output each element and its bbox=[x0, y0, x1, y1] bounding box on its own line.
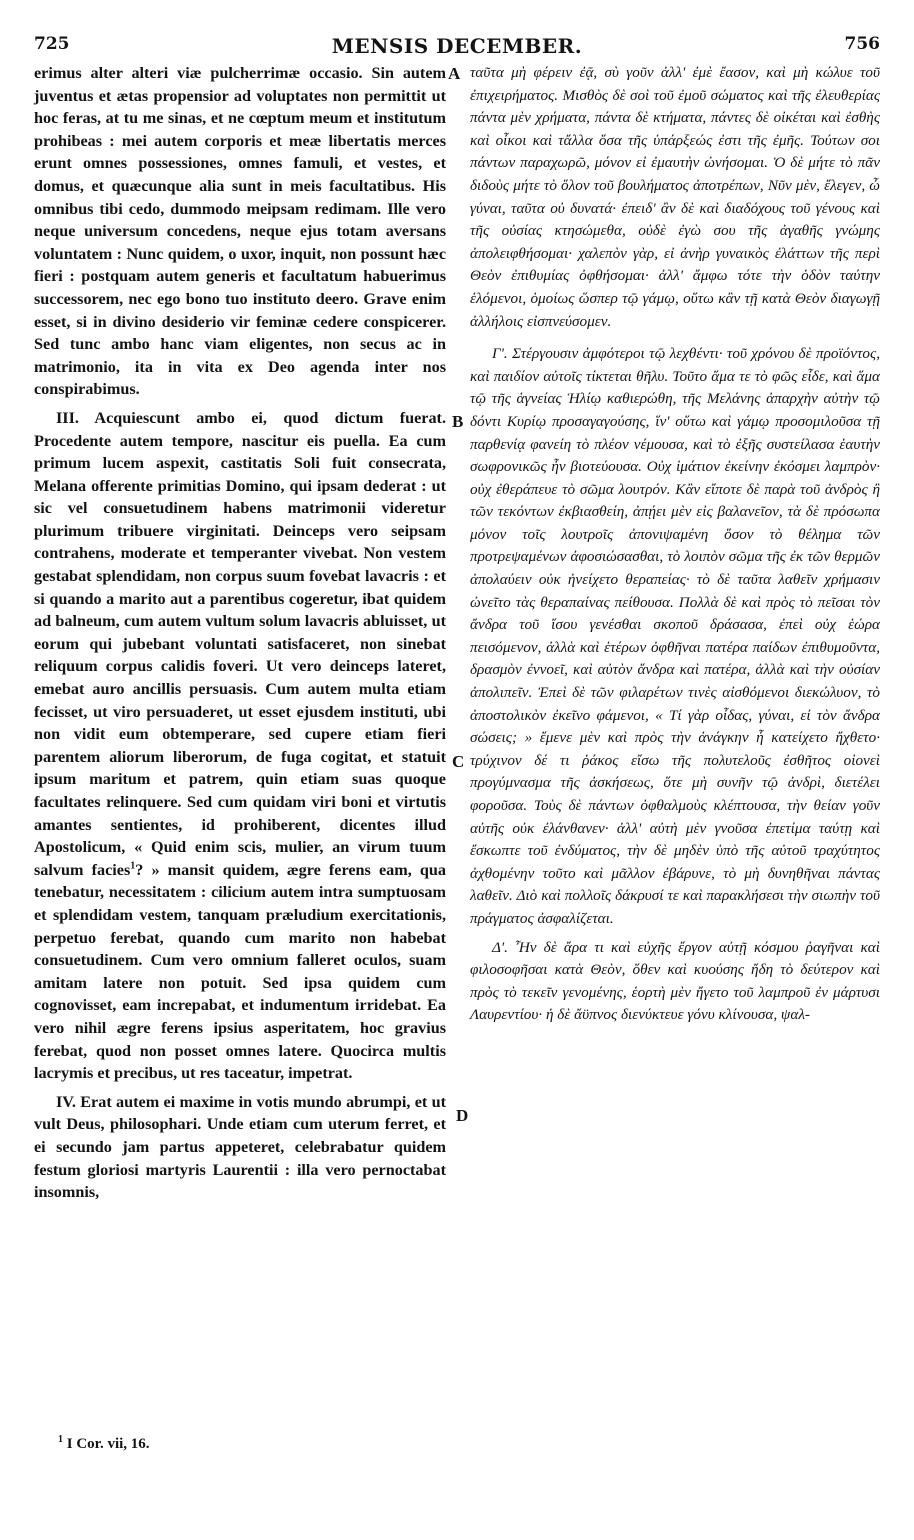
latin-paragraph-3: IV. Erat autem ei maxime in votis mundo abrumpi, et ut vult Deus, philosophari. Unde etiam cum uterum ferret, et ei secundo jam partus appeteret, celebrabatur quidem festum gloriosi martyris Laurentii : illa vero pernoctabat insomnis, bbox=[34, 1092, 446, 1202]
footnote-text: I Cor. vii, 16. bbox=[66, 1436, 150, 1452]
greek-paragraph-2: Γ'. Στέργουσιν ἀμφότεροι τῷ λεχθέντι· τοῦ χρόνου δὲ προϊόντος, καὶ παιδίον αὐτοῖς τίκτεται θῆλυ. Τοῦτο ἅμα τε τὸ φῶς εἶδε, καὶ ἅμα τῷ τῆς ἁγνείας Ἡλίῳ καθιερώθη, τῆς Μελάνης ἀπαρχὴν αὐτὴν τῷ δόντι Κυρίῳ προσαγαγούσης, ἵν' οὕτω καὶ γάμῳ προσομιλοῦσα τῇ παρθενίᾳ φανείη τὸ πλέον νέμουσα, καὶ τὸ ἐξῆς συστείλασα ἑαυτὴν σωφρονικῶς ἦν βιοτεύουσα. Οὐχ ἱμάτιον ἐκείνην ἐκόσμει λαμπρὸν· οὐχ ἐθεράπευε τὸ σῶμα λουτρόν. Κἂν εἴποτε δὲ παρὰ τοῦ ἀνδρὸς ἢ τῶν τεκόντων ἐκβιασθείη, ἀπῄει μὲν εἰς βαλανεῖον, τὰ δὲ πρόσωπα μόνον τοῖς λουτροῖς ἀπονιψαμένη ὅσον τὸ θέλημα τῶν προτρεψαμένων ἀφοσιώσασθαι, τὸ λοιπὸν σῶμα τῆς ἐκ τῶν θερμῶν ἀπολαύειν οὐκ ἠνείχετο θεραπείας· τὸ δὲ ταῦτα λαθεῖν χρήμασιν ὠνεῖτο τὰς θεραπαίνας πείθουσα. Πολλὰ δὲ καὶ πρὸς τὸ πεῖσαι τὸν ἄνδρα τοῦ ἴσου γενέσθαι σκοποῦ δράσασα, ἐπεὶ οὐχ ἑώρα πεισόμενον, ἀλλὰ καὶ ἑτέρων ὀφθῆναι πατέρα παίδων ἐπιθυμοῦντα, δρασμὸν ἐννοεῖ, καὶ αὐτὸν ἄνδρα καὶ πατέρα, ἀλλὰ καὶ τὴν οὐσίαν ἀπολιπεῖν. Ἐπεὶ δὲ τῶν φιλαρέτων τινὲς αἰσθόμενοι διεκώλυον, τὸ ἀποστολικὸν ἐκεῖνο φάμενοι, « Τί γὰρ οἶδας, γύναι, εἰ τὸν ἄνδρα σώσεις; » ἔμενε μὲν καὶ πρὸς τὴν ἀνάγκην ἧ κατείχετο ἤχθετο· τρύχινον δέ τι ῥάκος εἴσω τῆς πολυτελοῦς ἐσθῆτος οἱονεὶ προγύμνασμα τῆς ἀσκήσεως, ὅτε μὴ συνῆν τῷ ἀνδρὶ, διετέλει φοροῦσα. Τοὺς δὲ πάντων ὀφθαλμοὺς κλέπτουσα, τὴν θείαν γοῦν αὐτῆς οὐκ ἐλάνθανεν· ἀλλ' αὐτὴ μὲν γνοῦσα ἐπετίμα ταύτῃ καὶ ἔσκωπτε τοῦ ἐνδύματος, τὴν δὲ μηδὲν ὑπὸ τῆς αὐτοῦ τραχύτητος ἀχθομένην τοῦτο καὶ μᾶλλον ἐβάρυνε, τὸ μὴ δυνηθῆναι πάντας λαθεῖν. Διὸ καὶ πολλοῖς δάκρυσί τε καὶ παρακλήσεσι τὴν σιωπὴν τοῦ πράγματος ἀσφαλίζεται. bbox=[470, 345, 880, 927]
running-title: MENSIS DECEMBER. bbox=[331, 34, 583, 58]
latin-paragraph-2-end: ? » mansit quidem, ægre ferens eam, qua tenebatur, necessitatem : cilicium autem intra sumptuosam et splendidam vestem, tanquam præludium exercitationis, perpetuo ferebat, quando cum marito non habebat consuetudinem. Cum vero omnium falleret oculos, suam amitam latere non potuit. Sed ipsa quidem cum cognovisset, eam increpabat, et indumentum irridebat. Ea vero nihil ægre ferens ipsius asperitatem, hoc gravius ferebat, quod non posset omnes latere. Quocirca multis lacrymis et precibus, ut res taceatur, impetrat. bbox=[34, 860, 446, 1083]
greek-paragraph-3: Δ'. Ἦν δὲ ἄρα τι καὶ εὐχῆς ἔργον αὐτῇ κόσμου ῥαγῆναι καὶ φιλοσοφῆσαι κατὰ Θεὸν, ὅθεν καὶ κυούσης ἤδη τὸ δεύτερον καὶ πρὸς τὸ τεκεῖν γενομένης, ἑορτὴ μὲν ἤγετο τοῦ λαμπροῦ ἐν μάρτυσι Λαυρεντίου· ἡ δὲ ἄϋπνος διενύκτευε γόνυ κλίνουσα, ψαλ- bbox=[470, 938, 880, 1024]
footnote bbox=[58, 1436, 150, 1453]
section-marker-b: B bbox=[452, 412, 464, 431]
latin-paragraph-2 bbox=[34, 407, 446, 1085]
section-marker-d: D bbox=[456, 1106, 469, 1125]
latin-column bbox=[34, 62, 446, 1204]
greek-column bbox=[470, 62, 880, 1027]
section-marker-a: A bbox=[448, 64, 461, 83]
page-number-left: 725 bbox=[34, 34, 70, 54]
greek-paragraph-1: ταῦτα μὴ φέρειν ἐᾷ, σὺ γοῦν ἀλλ' ἐμὲ ἔασον, καὶ μὴ κώλυε τοῦ ἐπιχειρήματος. Μισθὸς δὲ σοὶ τοῦ ἐμοῦ σώματος καὶ τῆς ἐλευθερίας πάντα μὲν χρήματα, πάντα δὲ κτήματα, πάντες δὲ οἰκέται καὶ ἐσθὴς καὶ οἶκοι καὶ τἄλλα ὅσα τῆς ὑπάρξεώς ἐστι τῆς ἐμῆς. Τούτων σοι πάντων παραχωρῶ, μόνον εἰ ἐμαυτὴν ὠνήσομαι. Ὁ δὲ μήτε τὸ πᾶν διδοὺς μήτε τὸ ὅλον τοῦ βουλήματος ἀποτρέπων, Νῦν μὲν, ἔλεγεν, ὦ γύναι, ταῦτα οὐ δυνατά· ἐπειδ' ἂν δὲ καὶ διαδόχους τοῦ γένους καὶ τῆς οὐσίας κτησώμεθα, οὐδὲ ἐγὼ σου τῆς ἀγαθῆς γνώμης ἀπολειφθήσομαι· χαλεπὸν γὰρ, εἰ ἀνὴρ γυναικὸς ἐλάττων τῆς περὶ Θεὸν ἐπιθυμίας ὀφθήσομαι· ἀλλ' ἄμφω τότε τὴν ὁδὸν ταύτην ἑλόμενοι, ὁμοίως ὥσπερ τῷ γάμῳ, οὕτω κἂν τῇ κατὰ Θεὸν διαγωγῇ ἀλλήλοις εἰσπνεύσομεν. bbox=[470, 64, 880, 330]
footnote-reference: 1 bbox=[130, 860, 136, 872]
section-marker-c: C bbox=[452, 752, 465, 771]
page-number-right: 756 bbox=[844, 34, 880, 54]
footnote-number: 1 bbox=[58, 1434, 63, 1445]
latin-paragraph-1: erimus alter alteri viæ pulcherrimæ occasio. Sin autem juventus et ætas propensior ad voluptates non permittit ut hoc feras, at tu me sinas, et ne cœptum meum et institutum prohibeas : mei autem corporis et meæ libertatis merces erunt omnes possessiones, omnes famuli, et vestes, et domus, et quæcunque alia sunt in meis facultatibus. His omnibus tibi cedo, dummodo meipsam redimam. Ille vero neque universum concedens, neque ejus totam aversans voluntatem : Nunc quidem, o uxor, inquit, non possunt hæc fieri : postquam autem generis et facultatum habuerimus successorem, nec ego bono tuo instituto deero. Grave enim esset, si in divino desiderio vir feminæ cedere conspicerer. Sed tunc ambo hanc viam eligentes, non secus ac in matrimonio, ita in vita ex Deo agenda inter nos conspirabimus. bbox=[34, 64, 446, 399]
latin-paragraph-2-text: III. Acquiescunt ambo ei, quod dictum fuerat. Procedente autem tempore, nascitur eis puella. Ea cum primum lucem aspexit, castitatis Soli fuit consecrata, Melana offerente primitias Domino, qui ipsam dederat : ut sic vel consuetudinem habens matrimonii videretur plurimum tribuere virginitati. Deinceps vero seipsam contrahens, moderate et temperanter vivebat. Non vestem gestabat splendidam, non corpus suum fovebat lavacris : et si quando a marito aut a parentibus cogeretur, ibat quidem ad balneum, cum autem vultum solum lavacris abluisset, ut eorum qui jubebant voluntati satisfaceret, non sinebat reliquum corpus calidis foveri. Ut vero deinceps lateret, emebat auro ancillis persuasis. Cum autem multa etiam fecisset, ut viro persuaderet, ut esset ejusdem instituti, ubi non vidit eum obtemperare, sed cupere etiam fieri parentem aliorum liberorum, de fuga cogitat, et statuit ipsum maritum et patrem, quin etiam suas quoque facultates relinquere. Sed cum quidam viri boni et virtutis amantes sentientes, id prohiberent, dicentes illud Apostolicum, « Quid enim scis, mulier, an virum tuum salvum facies bbox=[34, 408, 446, 879]
page-header bbox=[34, 34, 880, 60]
